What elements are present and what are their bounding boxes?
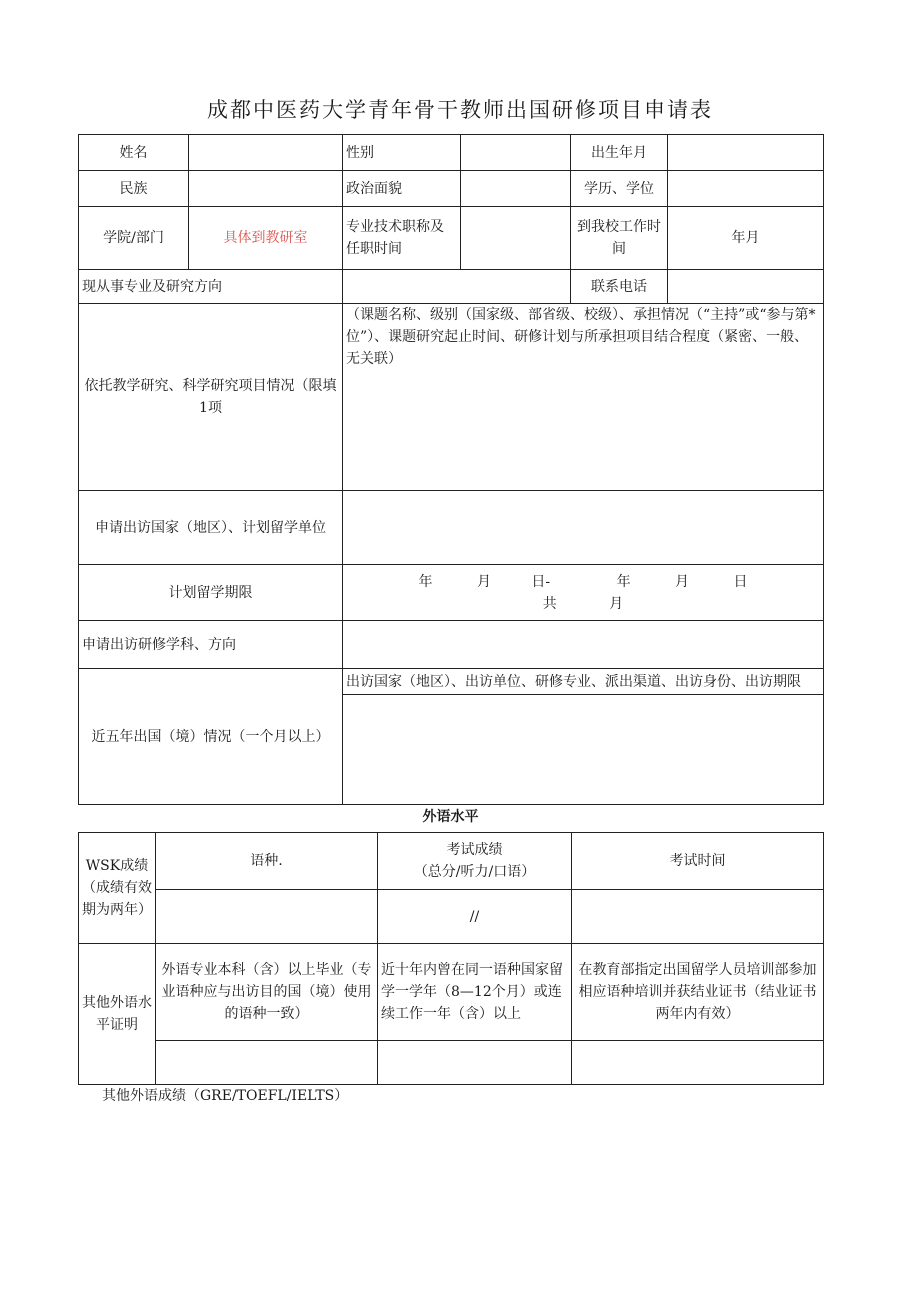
gender-label: 性别 (343, 135, 461, 171)
birth-label: 出生年月 (571, 135, 668, 171)
period-end-year: 年 (616, 573, 631, 590)
education-label: 学历、学位 (571, 171, 668, 207)
political-label: 政治面貌 (343, 171, 461, 207)
period-start-year: 年 (418, 573, 433, 590)
score-header (378, 833, 572, 890)
wsk-label: WSK成绩（成绩有效期为两年） (79, 833, 156, 944)
college-label: 学院/部门 (79, 207, 189, 270)
gender-field[interactable] (461, 135, 571, 171)
period-total-label: 共 (542, 595, 557, 612)
name-field[interactable] (189, 135, 343, 171)
score-label: 考试成绩 (446, 842, 503, 858)
phone-label: 联系电话 (571, 270, 668, 304)
country-label: 申请出访国家（地区）、计划留学单位 (79, 491, 343, 565)
college-field[interactable]: 具体到教研室 (189, 207, 343, 270)
page-title: 成都中医药大学青年骨干教师出国研修项目申请表 (207, 98, 713, 122)
title-field[interactable] (461, 207, 571, 270)
join-field[interactable]: 年月 (668, 207, 824, 270)
period-field[interactable] (343, 565, 824, 621)
education-field[interactable] (668, 171, 824, 207)
language-table (78, 832, 824, 1085)
lang-type-field[interactable] (156, 890, 378, 944)
period-total-month: 月 (609, 595, 624, 612)
other-proof-col3: 在教育部指定出国留学人员培训部参加相应语种培训并获结业证书（结业证书两年内有效） (572, 944, 824, 1041)
exam-time-field[interactable] (572, 890, 824, 944)
ethnicity-label: 民族 (79, 171, 189, 207)
other-proof-field1[interactable] (156, 1041, 378, 1085)
phone-field[interactable] (668, 270, 824, 304)
birth-field[interactable] (668, 135, 824, 171)
other-proof-col1: 外语专业本科（含）以上毕业（专业语种应与出访目的国（境）使用的语种一致） (156, 944, 378, 1041)
join-label: 到我校工作时间 (571, 207, 668, 270)
history-label: 近五年出国（境）情况（一个月以上） (79, 669, 343, 805)
history-header: 出访国家（地区）、出访单位、研修专业、派出渠道、出访身份、出访期限 (343, 669, 824, 695)
history-field[interactable] (343, 695, 824, 805)
period-end-day: 日 (733, 573, 748, 590)
political-field[interactable] (461, 171, 571, 207)
lang-type-label: 语种. (156, 833, 378, 890)
application-form-table (78, 134, 824, 805)
other-proof-col2: 近十年内曾在同一语种国家留学一学年（8—12个月）或连续工作一年（含）以上 (378, 944, 572, 1041)
period-start-day: 日- (531, 573, 551, 590)
language-heading: 外语水平 (422, 809, 479, 825)
title-label: 专业技术职称及任职时间 (343, 207, 461, 270)
period-end-month: 月 (675, 573, 690, 590)
other-proof-label: 其他外语水平证明 (79, 944, 156, 1085)
subject-label: 申请出访研修学科、方向 (79, 621, 343, 669)
period-start-month: 月 (476, 573, 491, 590)
period-label: 计划留学期限 (79, 565, 343, 621)
other-proof-field2[interactable] (378, 1041, 572, 1085)
score-sub-label: （总分/听力/口语） (413, 864, 536, 880)
other-proof-field3[interactable] (572, 1041, 824, 1085)
subject-field[interactable] (343, 621, 824, 669)
major-label: 现从事专业及研究方向 (79, 270, 343, 304)
score-field[interactable]: // (378, 890, 572, 944)
major-field[interactable] (343, 270, 571, 304)
project-label: 依托教学研究、科学研究项目情况（限填1项 (79, 304, 343, 491)
ethnicity-field[interactable] (189, 171, 343, 207)
exam-time-label: 考试时间 (572, 833, 824, 890)
country-field[interactable] (343, 491, 824, 565)
project-field[interactable]: （课题名称、级别（国家级、部省级、校级）、承担情况（“主持”或“参与第*位”）、课题研究起止时间、研修计划与所承担项目结合程度（紧密、一般、无关联） (343, 304, 824, 491)
other-scores-note: 其他外语成绩（GRE/TOEFL/IELTS） (102, 1088, 349, 1104)
name-label: 姓名 (79, 135, 189, 171)
